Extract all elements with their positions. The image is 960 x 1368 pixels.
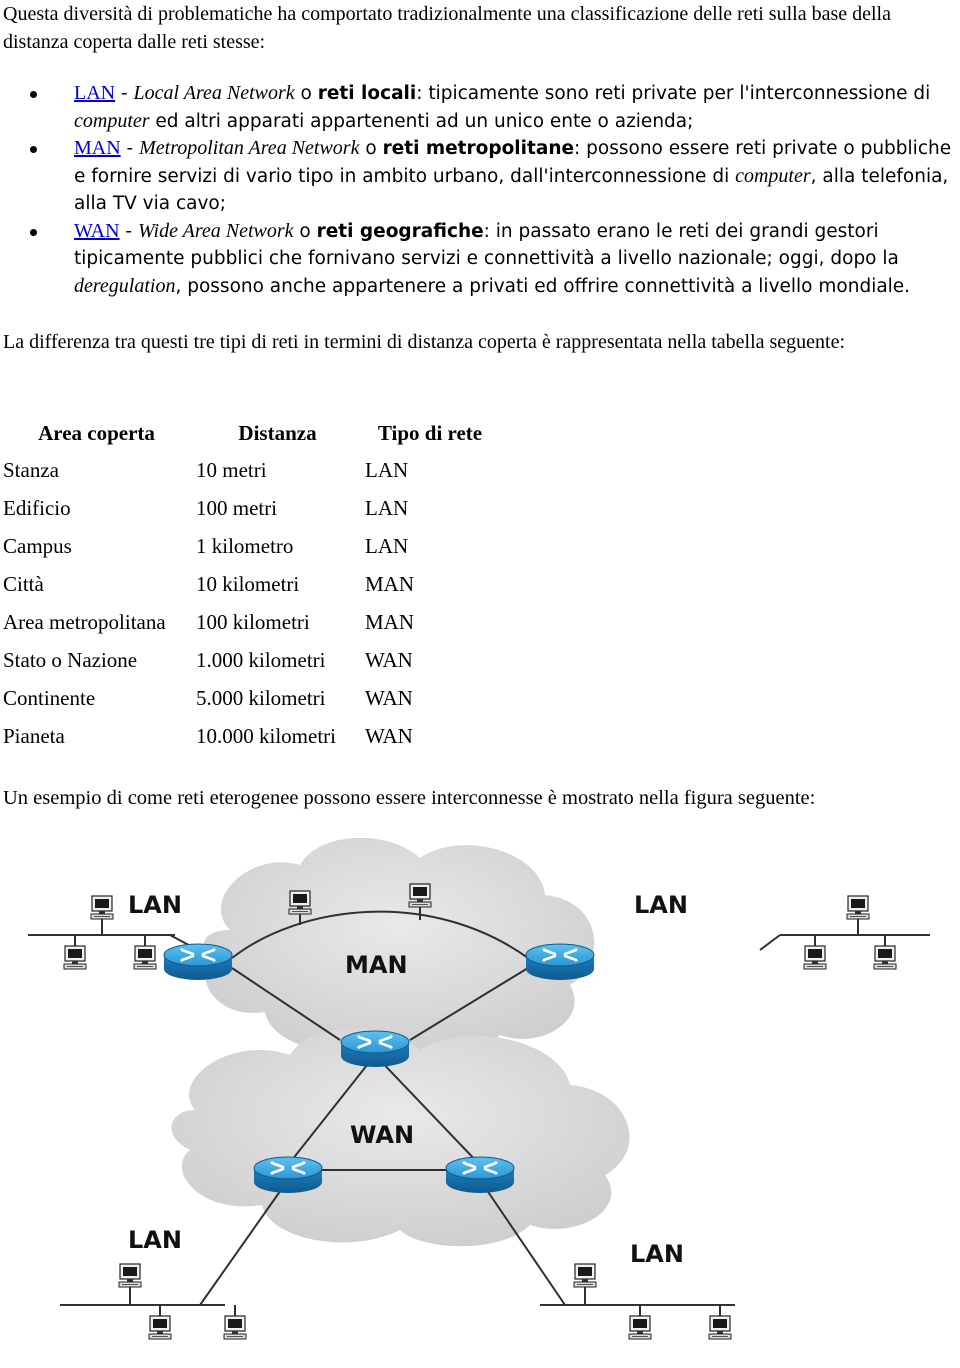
cell-type: MAN [365, 609, 415, 634]
table-row [0, 527, 498, 565]
cell-area: Continente [3, 685, 96, 710]
cell-type: WAN [365, 723, 413, 748]
computer-icon [224, 1316, 246, 1339]
cell-distance: 10 metri [196, 457, 267, 482]
router-icon [446, 1157, 514, 1193]
cell-distance: 1 kilometro [196, 533, 294, 558]
list-item-man [0, 135, 958, 218]
lan-link[interactable]: LAN [74, 82, 116, 104]
table-header-row [0, 415, 498, 451]
conjunction: o [359, 138, 383, 159]
conjunction: o [293, 220, 317, 242]
table-row [0, 641, 498, 679]
computer-icon [91, 896, 113, 919]
cell-area: Edificio [3, 495, 71, 520]
cell-distance: 100 kilometri [196, 609, 310, 634]
cell-area: Stanza [3, 457, 59, 482]
cell-area: Pianeta [3, 723, 65, 748]
table-row [0, 679, 498, 717]
cell-type: LAN [365, 533, 409, 558]
intro-paragraph: Questa diversità di problematiche ha comportato tradizionalmente una classificazione delle reti sulla base della distanza coperta dalle reti stesse: [3, 3, 891, 53]
column-header-area: Area coperta [38, 420, 155, 445]
cell-area: Città [3, 571, 44, 596]
cell-distance: 5.000 kilometri [196, 685, 326, 710]
router-icon [341, 1031, 409, 1067]
cell-area: Campus [3, 533, 72, 558]
computer-icon [574, 1264, 596, 1287]
separator: - [115, 83, 134, 104]
computer-icon [409, 884, 431, 907]
computer-icon [629, 1316, 651, 1339]
cell-distance: 10.000 kilometri [196, 723, 336, 748]
table-row [0, 603, 498, 641]
bullet-icon [30, 91, 37, 98]
lan-italic-word: computer [74, 109, 150, 132]
label-lan-bottom-left: LAN [128, 1226, 182, 1254]
label-man: MAN [345, 951, 408, 979]
table-row [0, 489, 498, 527]
cell-distance: 1.000 kilometri [196, 647, 326, 672]
cell-area: Area metropolitana [3, 609, 166, 634]
separator: - [119, 220, 138, 242]
lan-description-end: ed altri apparati appartenenti ad un unico ente o azienda; [149, 110, 694, 132]
computer-icon [119, 1264, 141, 1287]
table-row [0, 717, 498, 755]
man-description: : possono essere reti private o pubbliche e fornire servizi di vario tipo in ambito urbano, dall'interconnessione di [74, 138, 952, 187]
computer-icon [149, 1316, 171, 1339]
separator: - [120, 138, 140, 159]
table-row [0, 565, 498, 603]
lan-full-name: Local Area Network [133, 82, 295, 104]
man-term: reti metropolitane [382, 138, 575, 159]
table-intro-paragraph: La differenza tra questi tre tipi di reti in termini di distanza coperta è rappresentata nella tabella seguente: [3, 331, 846, 353]
computer-icon [64, 946, 86, 969]
label-lan-top-left: LAN [128, 891, 182, 919]
man-italic-word: computer [735, 164, 811, 187]
label-wan: WAN [350, 1121, 415, 1149]
list-item-lan [0, 80, 958, 135]
computer-icon [289, 891, 311, 914]
figure-intro-paragraph: Un esempio di come reti eterogenee possono essere interconnesse è mostrato nella figura seguente: [3, 787, 816, 809]
label-lan-top-right: LAN [634, 891, 688, 919]
table-row [0, 451, 498, 489]
cell-distance: 100 metri [196, 495, 278, 520]
wan-link[interactable]: WAN [74, 219, 120, 242]
man-link[interactable]: MAN [74, 137, 121, 159]
router-icon [164, 944, 232, 980]
label-lan-bottom-right: LAN [630, 1240, 684, 1268]
wan-description: : in passato erano le reti dei grandi gestori tipicamente pubblici che fornivano servizi e connettività a livello nazionale; oggi, dopo la [74, 220, 899, 269]
wan-full-name: Wide Area Network [137, 219, 294, 242]
distance-table [0, 415, 498, 755]
man-description-end: , alla telefonia, alla TV via cavo; [74, 165, 949, 214]
cell-area: Stato o Nazione [3, 647, 138, 672]
man-full-name: Metropolitan Area Network [139, 137, 360, 159]
list-item-wan [0, 218, 958, 301]
cell-type: WAN [365, 647, 413, 672]
cell-type: LAN [365, 495, 409, 520]
router-icon [254, 1157, 322, 1193]
computer-icon [847, 896, 869, 919]
cell-distance: 10 kilometri [196, 571, 300, 596]
conjunction: o [294, 83, 318, 104]
wan-italic-word: deregulation [74, 274, 176, 297]
computer-icon [134, 946, 156, 969]
network-diagram [0, 838, 960, 1368]
wan-description-end: , possono anche appartenere a privati ed offrire connettività a livello mondiale. [175, 275, 911, 297]
cell-type: WAN [365, 685, 413, 710]
column-header-distance: Distanza [238, 420, 317, 445]
lan-description: : tipicamente sono reti private per l'interconnessione di [416, 83, 931, 104]
cell-type: LAN [365, 457, 409, 482]
computer-icon [874, 946, 896, 969]
column-header-type: Tipo di rete [377, 420, 483, 445]
wan-term: reti geografiche [316, 220, 484, 242]
bullet-icon [30, 146, 37, 153]
lan-term: reti locali [317, 83, 417, 104]
computer-icon [709, 1316, 731, 1339]
router-icon [526, 944, 594, 980]
network-types-list [0, 80, 958, 300]
computer-icon [804, 946, 826, 969]
bullet-icon [30, 229, 37, 236]
cell-type: MAN [365, 571, 415, 596]
